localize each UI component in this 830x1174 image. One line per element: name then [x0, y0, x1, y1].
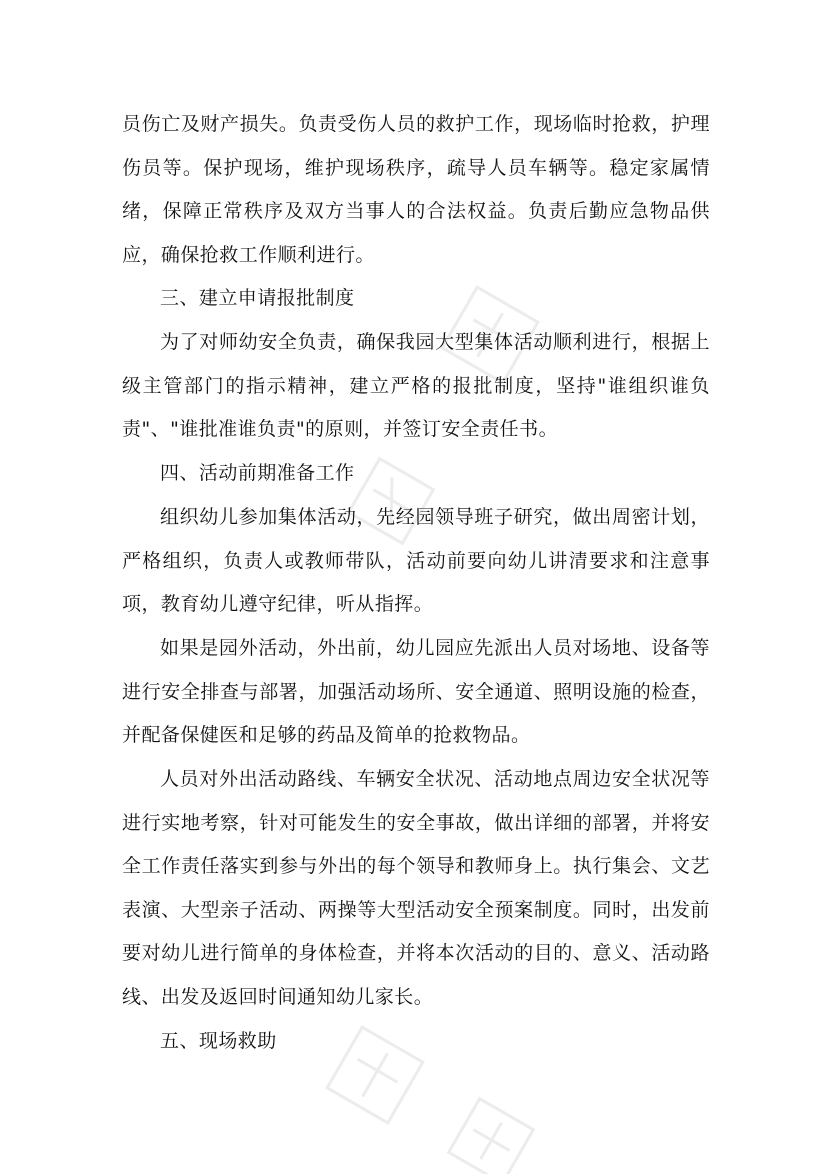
paragraph-preparation: 组织幼儿参加集体活动，先经园领导班子研究，做出周密计划，严格组织，负责人或教师带队，活动前要向幼儿讲清要求和注意事项，教育幼儿遵守纪律，听从指挥。 — [122, 506, 710, 615]
paragraph-approval-system: 为了对师幼安全负责，确保我园大型集体活动顺利进行，根据上级主管部门的指示精神，建立严格的报批制度，坚持"谁组织谁负责"、"谁批准谁负责"的原则，并签订安全责任书。 — [122, 331, 710, 440]
paragraph-continued: 员伤亡及财产损失。负责受伤人员的救护工作，现场临时抢救，护理伤员等。保护现场，维护现场秩序，疏导人员车辆等。稳定家属情绪，保障正常秩序及双方当事人的合法权益。负责后勤应急物品供应，确保抢救工作顺利进行。 — [122, 113, 710, 266]
section-heading-5: 五、现场救助 — [160, 1030, 277, 1052]
paragraph-outdoor-activity: 如果是园外活动，外出前，幼儿园应先派出人员对场地、设备等进行安全排查与部署，加强活动场所、安全通道、照明设施的检查，并配备保健医和足够的药品及简单的抢救物品。 — [122, 637, 710, 746]
section-heading-4: 四、活动前期准备工作 — [160, 462, 355, 484]
paragraph-route-inspection: 人员对外出活动路线、车辆安全状况、活动地点周边安全状况等进行实地考察，针对可能发生的安全事故，做出详细的部署，并将安全工作责任落实到参与外出的每个领导和教师身上。执行集会、文艺表演、大型亲子活动、两操等大型活动安全预案制度。同时，出发前要对幼儿进行简单的身体检查，并将本次活动的目的、意义、活动路线、出发及返回时间通知幼儿家长。 — [122, 768, 710, 1008]
section-heading-3: 三、建立申请报批制度 — [160, 287, 355, 309]
